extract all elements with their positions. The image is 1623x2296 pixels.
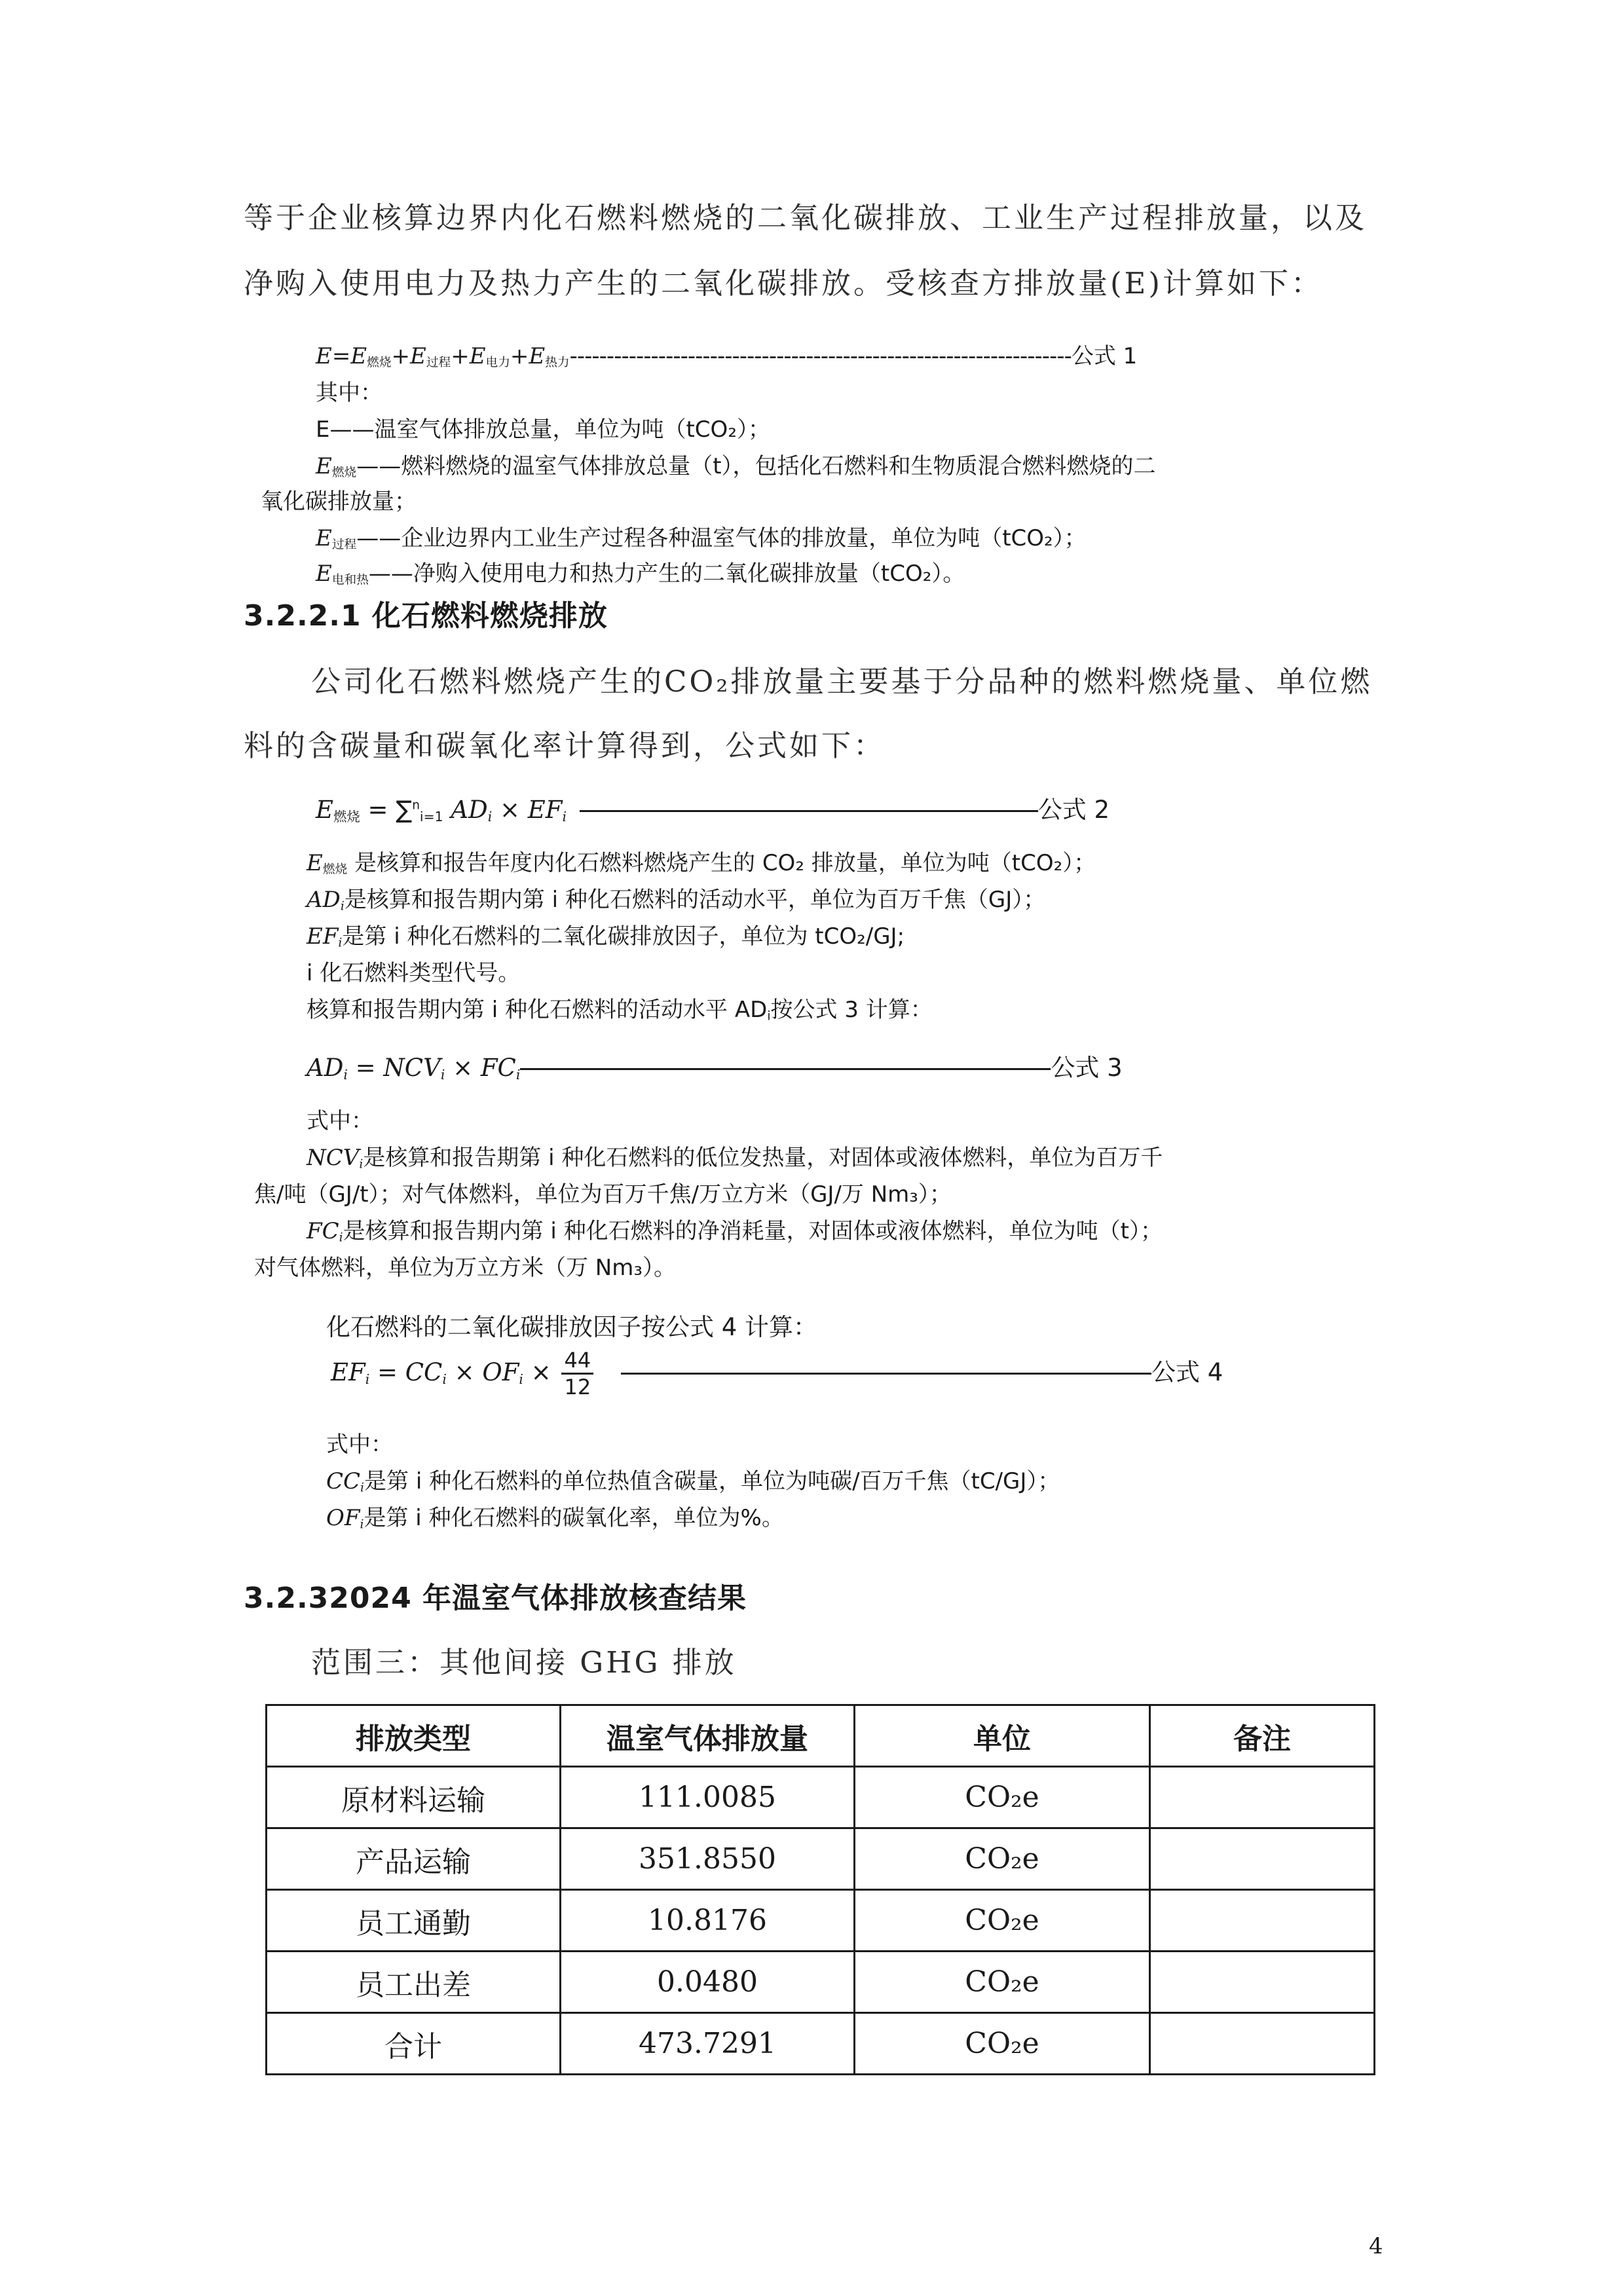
- formula-3-def-1: $NCV_i$是核算和报告期第 i 种化石燃料的低位发热量，对固体或液体燃料，单位为百万千: [307, 1145, 1163, 1172]
- scope-three-label: 范围三：其他间接 GHG 排放: [311, 1645, 737, 1680]
- cell-value: 351.8550: [561, 1828, 855, 1890]
- formula-3-label: 公式 3: [1051, 1054, 1123, 1082]
- table-row: [267, 1828, 1375, 1890]
- cell-type: 员工通勤: [267, 1890, 561, 1952]
- table-row: [267, 1952, 1375, 2013]
- col-header-amount: 温室气体排放量: [561, 1705, 855, 1767]
- cell-unit: CO₂e: [855, 2013, 1150, 2075]
- formula-2-label: 公式 2: [1037, 796, 1110, 824]
- formula-2-def-1: $E_{燃烧}$ 是核算和报告年度内化石燃料燃烧产生的 CO₂ 排放量，单位为吨（tCO₂）；: [307, 850, 1096, 877]
- col-header-unit: 单位: [855, 1705, 1150, 1767]
- intro-line-1: 等于企业核算边界内化石燃料燃烧的二氧化碳排放、工业生产过程排放量，以及: [244, 200, 1368, 235]
- section1-para-1: 公司化石燃料燃烧产生的CO₂排放量主要基于分品种的燃料燃烧量、单位燃: [311, 664, 1373, 699]
- section-heading-3221: 3.2.2.1 化石燃料燃烧排放: [244, 599, 608, 633]
- formula-2-def-2: $AD_i$是核算和报告期内第 i 种化石燃料的活动水平，单位为百万千焦（GJ）；: [307, 887, 1046, 914]
- cell-unit: CO₂e: [855, 1767, 1150, 1828]
- table-header-row: [267, 1705, 1375, 1767]
- table-row: [267, 1890, 1375, 1952]
- def-e: E——温室气体排放总量，单位为吨（tCO₂）；: [316, 417, 770, 443]
- formula-3-def-1-cont: 焦/吨（GJ/t）；对气体燃料，单位为百万千焦/万立方米（GJ/万 Nm₃）；: [254, 1181, 952, 1208]
- cell-type: 产品运输: [267, 1828, 561, 1890]
- cell-type: 合计: [267, 2013, 561, 2075]
- section1-para-2: 料的含碳量和碳氧化率计算得到，公式如下：: [244, 728, 886, 763]
- emission-results-table: [265, 1704, 1375, 2075]
- formula-4-where: 式中：: [326, 1432, 393, 1458]
- formula-1-where: 其中：: [316, 380, 382, 406]
- cell-unit: CO₂e: [855, 1828, 1150, 1890]
- formula-3-def-2: $FC_i$是核算和报告期内第 i 种化石燃料的净消耗量，对固体或液体燃料，单位为吨（t）；: [307, 1218, 1163, 1245]
- formula-4-intro: 化石燃料的二氧化碳排放因子按公式 4 计算：: [326, 1313, 818, 1341]
- table-row: [267, 1767, 1375, 1828]
- formula-3: $AD_i = NCV_i \times FC_i$ 公式 3: [307, 1054, 1123, 1083]
- cell-note: [1150, 1767, 1375, 1828]
- formula-1-label: 公式 1: [1071, 343, 1138, 369]
- def-e-electricity: $E_{电和热}——$净购入使用电力和热力产生的二氧化碳排放量（tCO₂）。: [316, 561, 965, 587]
- def-e-process: $E_{过程}——$企业边界内工业生产过程各种温室气体的排放量，单位为吨（tCO₂）；: [316, 525, 1087, 552]
- cell-note: [1150, 1828, 1375, 1890]
- def-e-combustion: $E_{燃烧}——$燃料燃烧的温室气体排放总量（t），包括化石燃料和生物质混合燃料燃烧的二: [316, 453, 1156, 480]
- formula-2-def-4: i 化石燃料类型代号。: [307, 960, 521, 986]
- formula-4-def-2: $OF_i$是第 i 种化石燃料的碳氧化率，单位为%。: [326, 1505, 784, 1532]
- section-heading-323: 3.2.32024 年温室气体排放核查结果: [244, 1582, 747, 1615]
- intro-line-2: 净购入使用电力及热力产生的二氧化碳排放。受核查方排放量(E)计算如下：: [244, 266, 1323, 301]
- cell-value: 111.0085: [561, 1767, 855, 1828]
- col-header-type: 排放类型: [267, 1705, 561, 1767]
- formula-2-def-3: $EF_i$是第 i 种化石燃料的二氧化碳排放因子，单位为 tCO₂/GJ;: [307, 923, 905, 950]
- cell-note: [1150, 1952, 1375, 2013]
- formula-4: $EF_i = CC_i \times OF_i$ × $\frac{44}{12}$ 公式 4: [331, 1348, 1223, 1399]
- cell-type: 员工出差: [267, 1952, 561, 2013]
- table-row-total: [267, 2013, 1375, 2075]
- page-number: 4: [1369, 2233, 1383, 2259]
- cell-unit: CO₂e: [855, 1952, 1150, 2013]
- col-header-note: 备注: [1150, 1705, 1375, 1767]
- formula-1: $E=E_{燃烧}+E_{过程}+E_{电力}+E_{热力}--------------------------------------------------------------------$公式 1: [316, 343, 1138, 370]
- formula-3-where: 式中：: [307, 1108, 373, 1134]
- formula-4-def-1: $CC_i$是第 i 种化石燃料的单位热值含碳量，单位为吨碳/百万千焦（tC/GJ）；: [326, 1468, 1060, 1495]
- cell-note: [1150, 2013, 1375, 2075]
- formula-4-label: 公式 4: [1151, 1358, 1223, 1386]
- formula-3-def-2-cont: 对气体燃料，单位为万立方米（万 Nm₃）。: [254, 1255, 676, 1281]
- cell-unit: CO₂e: [855, 1890, 1150, 1952]
- cell-value: 0.0480: [561, 1952, 855, 2013]
- formula-2: $E_{燃烧} = \sum^n_{i=1}$ $AD_i \times EF_i$ 公式 2: [316, 796, 1110, 825]
- formula-2-def-5: 核算和报告期内第 i 种化石燃料的活动水平 $AD_i$按公式 3 计算：: [307, 997, 933, 1024]
- cell-value: 473.7291: [561, 2013, 855, 2075]
- cell-note: [1150, 1890, 1375, 1952]
- def-e-combustion-cont: 氧化碳排放量；: [261, 489, 417, 515]
- cell-value: 10.8176: [561, 1890, 855, 1952]
- cell-type: 原材料运输: [267, 1767, 561, 1828]
